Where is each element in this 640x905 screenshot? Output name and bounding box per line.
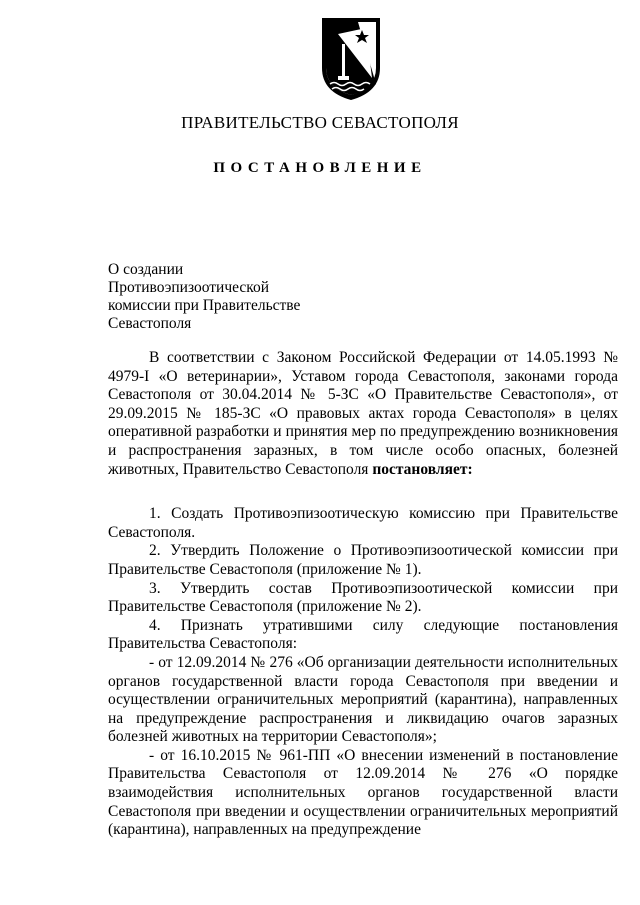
- preamble-paragraph: [108, 349, 618, 479]
- item-paragraph: 3. Утвердить состав Противоэпизоотической комиссии при Правительстве Севастополя (приложение № 2).: [108, 579, 618, 616]
- document-subject: [108, 261, 300, 333]
- document-type: ПОСТАНОВЛЕНИЕ: [213, 160, 427, 176]
- item-paragraph: 2. Утвердить Положение о Противоэпизоотической комиссии при Правительстве Севастополя (приложение № 1).: [108, 542, 618, 578]
- item-paragraph: 4. Признать утратившими силу следующие постановления Правительства Севастополя:: [108, 616, 618, 653]
- sevastopol-coat-of-arms: [318, 14, 384, 102]
- subject-line: Противоэпизоотической: [108, 279, 270, 296]
- document-body: [108, 349, 618, 840]
- item-paragraph: 1. Создать Противоэпизоотическую комиссию при Правительстве Севастополя.: [108, 505, 618, 541]
- item-paragraph: - от 12.09.2014 № 276 «Об организации деятельности исполнительных органов государственной власти города Севастополя при введении и осуществлении ограничительных мероприятий (карантина), направленных на предупреждение распространения и ликвидацию очагов заразных болезней животных на территории Севастополя»;: [108, 653, 618, 746]
- preamble-text: В соответствии с Законом Российской Федерации от 14.05.1993 № 4979-I «О ветеринарии», Уставом города Севастополя, законами города Севастополя от 30.04.2014 № 5-ЗС «О Правительстве Севастополя», от 29.09.2015 № 185-ЗС «О правовых актах города Севастополя» в целях оперативной разработки и принятия мер по предупреждению возникновения и распространения заразных, в том числе особо опасных, болезней животных, Правительство Севастополя: [108, 349, 618, 478]
- subject-line: комиссии при Правительстве: [108, 297, 301, 314]
- preamble-verb: постановляет:: [372, 460, 473, 478]
- subject-line: О создании: [108, 261, 184, 278]
- item-paragraph: - от 16.10.2015 № 961-ПП «О внесении изменений в постановление Правительства Севастополя от 12.09.2014 № 276 «О порядке взаимодействия исполнительных органов государственной власти Севастополя при введении и осуществлении ограничительных мероприятий (карантина), направленных на предупреждение: [108, 746, 618, 839]
- subject-line: Севастополя: [108, 315, 192, 332]
- organization-name: ПРАВИТЕЛЬСТВО СЕВАСТОПОЛЯ: [181, 113, 459, 132]
